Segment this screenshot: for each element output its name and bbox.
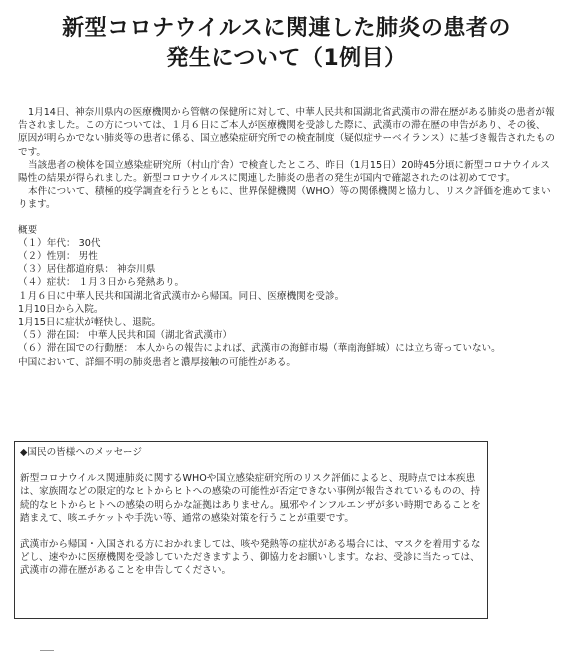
intro-section (18, 106, 555, 212)
message-heading: ◆国民の皆様へのメッセージ (20, 447, 142, 458)
page-title (0, 0, 573, 74)
message-paragraph-1: 新型コロナウイルス関連肺炎に関するWHOや国立感染症研究所のリスク評価によると、現時点では本疾患は、家族間などの限定的なヒトからヒトへの感染の可能性が否定できない事例が報告されているものの、持続的なヒトからヒトへの感染の明らかな証拠はありません。風邪やインフルエンザが多い時期であることを踏まえて、咳エチケットや手洗い等、通常の感染対策を行うことが重要です。 (20, 473, 481, 524)
summary-item: （５）滞在国： 中華人民共和国（湖北省武漢市） (18, 330, 233, 342)
intro-paragraph-3: 本件について、積極的疫学調査を行うとともに、世界保健機関（WHO）等の関係機関と協力し、リスク評価を進めてまいります。 (18, 186, 551, 211)
summary-item: 1月15日に症状が軽快し、退院。 (18, 317, 162, 329)
summary-item: （６）滞在国での行動歴： 本人からの報告によれば、武漢市の海鮮市場（華南海鮮城）には立ち寄っていない。 (18, 343, 501, 355)
summary-item: 1月10日から入院。 (18, 303, 104, 315)
summary-section (18, 224, 555, 369)
document-body (0, 106, 573, 369)
summary-item: （２）性別： 男性 (18, 251, 98, 263)
summary-item: （３）居住都道府県： 神奈川県 (18, 264, 156, 276)
intro-paragraph-2: 当該患者の検体を国立感染症研究所（村山庁舎）で検査したところ、昨日（1月15日）20時45分頃に新型コロナウイルス陽性の結果が得られました。新型コロナウイルスに関連した肺炎の患者の発生が国内で確認されたのは初めてです。 (18, 159, 550, 185)
summary-item: 中国において、詳細不明の肺炎患者と濃厚接触の可能性がある。 (18, 356, 297, 368)
title-line-1: 新型コロナウイルスに関連した肺炎の患者の (62, 16, 511, 41)
summary-item: （１）年代： 30代 (18, 237, 101, 249)
intro-paragraph-1: 1月14日、神奈川県内の医療機関から管轄の保健所に対して、中華人民共和国湖北省武漢市の滞在歴がある肺炎の患者が報告されました。この方については、１月６日にご本人が医療機関を受診した際に、武漢市の滞在歴の申告があり、その後、原因が明らかでない肺炎等の患者に係る、国立感染症研究所での検査制度（疑似症サーベイランス）に基づき報告されたものです。 (18, 107, 555, 158)
public-message-box (14, 441, 488, 619)
title-line-2: 発生について（1例目） (166, 46, 407, 71)
summary-item: １月６日に中華人民共和国湖北省武漢市から帰国。同日、医療機関を受診。 (18, 290, 345, 302)
summary-item: （４）症状： １月３日から発熱あり。 (18, 277, 185, 289)
message-paragraph-2: 武漢市から帰国・入国される方におかれましては、咳や発熱等の症状がある場合には、マスクを着用するなどし、速やかに医療機関を受診していただきますよう、御協力をお願いします。なお、受診に当たっては、武漢市の滞在歴があることを申告してください。 (20, 539, 481, 577)
summary-heading: 概要 (18, 224, 38, 236)
footer-divider (40, 650, 54, 651)
